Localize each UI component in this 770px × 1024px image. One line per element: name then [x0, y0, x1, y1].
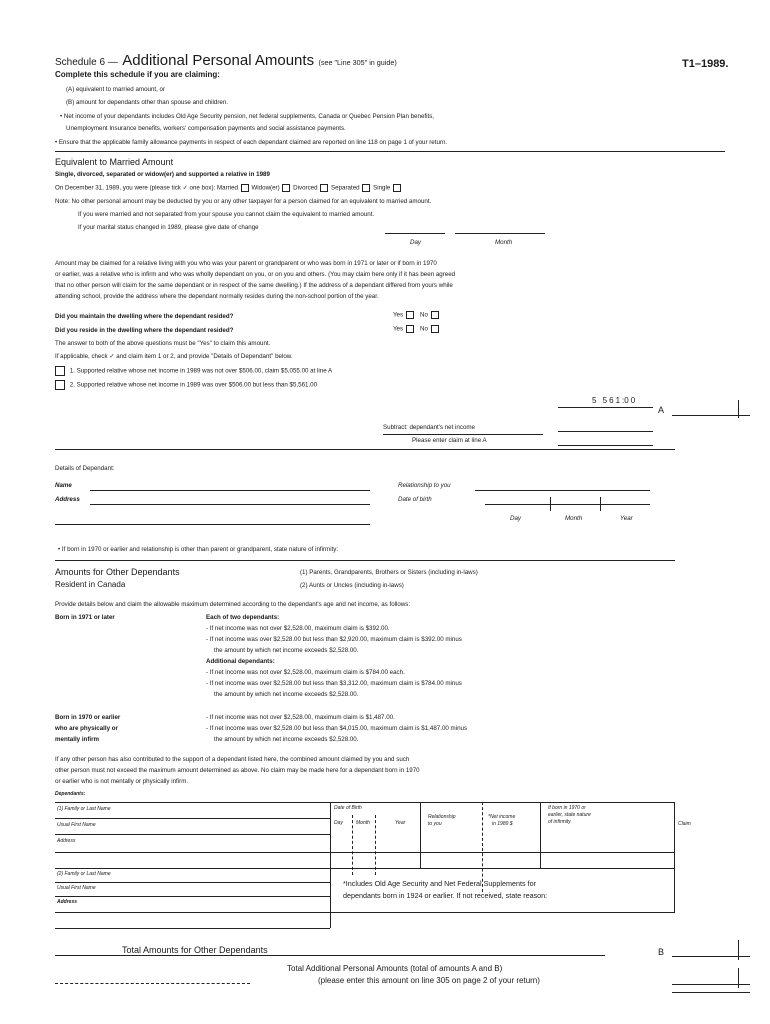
line-a-divider — [738, 400, 739, 418]
q2-answers: Yes No — [393, 325, 440, 333]
born-header-3: of infirmity — [548, 819, 571, 825]
r1-first-label: Usual First Name — [57, 822, 96, 828]
table-rule — [55, 818, 330, 819]
table-col — [375, 815, 376, 875]
dob-day: Day — [510, 515, 522, 522]
rule6b: the amount by which net income exceeds $2,528.00. — [214, 736, 359, 743]
title-note: (see "Line 305" in guide) — [318, 58, 397, 67]
additional-dependants: Additional dependants: — [206, 658, 275, 665]
dashed-rule — [55, 983, 250, 984]
table-col — [674, 802, 675, 912]
r1-address-label: Address — [57, 838, 76, 844]
rule4: - If net income was over $2,528.00 but less than $3,312.00, maximum claim is $784.00 minus — [206, 680, 462, 687]
item2-checkbox[interactable] — [55, 380, 65, 390]
single-checkbox[interactable] — [362, 184, 370, 192]
footnote-2: dependants born in 1924 or earlier. If not received, state reason: — [343, 891, 548, 900]
rule1: - If net income was not over $2,528.00, maximum claim is $392.00. — [206, 625, 390, 632]
net-income-input[interactable] — [558, 422, 653, 432]
day-label: Day — [410, 239, 422, 246]
bullet-icon: • — [58, 546, 61, 553]
each-two: Each of two dependants: — [206, 614, 280, 621]
q1-answers: Yes No — [393, 311, 440, 319]
para1: Amount may be claimed for a relative living with you who was your parent or grandparent or who was born in 1971 or later or if born in 1970 — [55, 260, 437, 267]
dob-year: Year — [620, 515, 633, 522]
combined-1: If any other person has also contributed to the support of a dependant listed here, the combined amount claimed by you and such — [55, 756, 410, 763]
r2-first-label: Usual First Name — [57, 885, 96, 891]
single-label: Single — [373, 184, 391, 192]
total-rule — [55, 955, 605, 956]
enter-claim-label: Please enter claim at line A — [412, 437, 487, 444]
q1: Did you maintain the dwelling where the dependant resided? — [55, 313, 234, 320]
born-1970-3: mentally infirm — [55, 736, 100, 743]
r2-family-label: (2) Family or Last Name — [57, 871, 111, 877]
table-col — [352, 815, 353, 875]
title-main: Additional Personal Amounts — [122, 52, 315, 69]
claim-header: Claim — [678, 821, 691, 827]
name-label: Name — [55, 482, 72, 489]
r1-family-label: (1) Family or Last Name — [57, 806, 111, 812]
net-income-header-1: *Net income — [488, 814, 516, 820]
provide-details: Provide details below and claim the allowable maximum determined according to the dependant's age and net income, as follows: — [55, 601, 411, 608]
q2-no-checkbox[interactable] — [431, 325, 439, 333]
intro-b: (B) amount for dependants other than spouse and children. — [66, 99, 229, 106]
marital-status-row — [55, 184, 402, 192]
other-heading-2: Resident in Canada — [55, 580, 126, 589]
relationship-header-2: to you — [428, 821, 442, 827]
item2-row: 2. Supported relative whose net income in 1989 was over $506.00 but less than $5,561.00 — [55, 380, 317, 390]
rule3: - If net income was not over $2,528.00, maximum claim is $784.00 each. — [206, 669, 405, 676]
change-month-input[interactable] — [455, 224, 545, 234]
item1-checkbox[interactable] — [55, 366, 65, 376]
equivalent-subheading: Single, divorced, separated or widow(er) and supported a relative in 1989 — [55, 171, 270, 178]
equivalent-heading: Equivalent to Married Amount — [55, 157, 174, 167]
family-allowance-note: • Ensure that the applicable family allowance payments in respect of each dependant claimed are reported on line 118 on page 1 of your return. — [55, 139, 448, 146]
separated-checkbox[interactable] — [320, 184, 328, 192]
dependants-label: Dependants: — [55, 791, 86, 797]
complete-if: Complete this schedule if you are claiming: — [55, 70, 220, 79]
combined-3: or earlier who is not mentally or physically infirm. — [55, 778, 189, 785]
category-2: (2) Aunts or Uncles (including in-laws) — [300, 582, 404, 589]
line-b-label: B — [658, 947, 665, 957]
month-header: Month — [356, 820, 370, 826]
form-code: T1–1989. — [682, 58, 729, 70]
rule6: - If net income was over $2,528.00 but less than $4,015.00, maximum claim is $1,487.00 minus — [206, 725, 468, 732]
born-1970-1: Born in 1970 or earlier — [55, 714, 121, 721]
net-income-note: • Net income of your dependants includes Old Age Security pension, net federal supplements, Canada or Quebec Pension Plan benefits, — [60, 113, 435, 120]
schedule-title — [55, 52, 397, 70]
dob-input[interactable] — [485, 495, 650, 505]
change-day-input[interactable] — [385, 224, 445, 234]
separated-label: Separated — [331, 184, 360, 192]
bullet-icon: • — [55, 139, 58, 146]
details-heading: Details of Dependant: — [55, 465, 115, 472]
combined-2: other person must not exceed the maximum amount determined as above. No claim may be made here for a dependant born in 1970 — [55, 767, 420, 774]
double-rule — [672, 992, 750, 993]
subtract-label: Subtract: dependant's net income — [383, 424, 475, 431]
dependant-name-input[interactable] — [90, 481, 370, 491]
table-col — [540, 802, 541, 868]
table-rule — [55, 896, 330, 897]
subtotal-line — [558, 407, 653, 408]
widow-checkbox[interactable] — [393, 184, 401, 192]
table-rule — [55, 852, 675, 853]
line-b-divider — [738, 940, 739, 960]
divider — [55, 560, 675, 561]
table-top-rule — [55, 802, 675, 803]
address-label: Address — [55, 496, 80, 503]
para2: or earlier, was a relative who is infirm and who was wholly dependant on you, or on you and others. (You may claim here only if it has been agreed — [55, 271, 456, 278]
note2: If you were married and not separated from your spouse you cannot claim the equivalent to married amount. — [78, 211, 375, 218]
r2-address-label: Address — [57, 899, 78, 905]
q1-yes-checkbox[interactable] — [406, 311, 414, 319]
dec31-label: On December 31, 1989, you were (please tick ✓ one box): Married — [55, 184, 238, 192]
table-col — [420, 802, 421, 868]
divorced-checkbox[interactable] — [282, 184, 290, 192]
married-checkbox[interactable] — [241, 184, 249, 192]
other-total-label: Total Amounts for Other Dependants — [122, 945, 268, 955]
para4: attending school, provide the address where the dependant normally resides during the non-school portion of the year. — [55, 293, 379, 300]
note3: If your marital status changed in 1989, please give date of change — [78, 224, 259, 231]
divider — [55, 151, 725, 152]
dob-divider — [550, 497, 551, 511]
title-prefix: Schedule 6 — — [55, 57, 118, 68]
day-header: Day — [334, 820, 343, 826]
table-rule — [55, 882, 330, 883]
other-heading-1: Amounts for Other Dependants — [55, 567, 180, 577]
subtract-underline — [383, 434, 543, 435]
table-rule — [55, 868, 675, 869]
grand-total-2: (please enter this amount on line 305 on page 2 of your return) — [318, 976, 540, 985]
rule5: - If net income was not over $2,528.00, maximum claim is $1,487.00. — [206, 714, 395, 721]
para3: that no other person will claim for the same dependant or in respect of the same dwelling.) If the address of a dependant differed from yours while — [55, 282, 453, 289]
item1-row: 1. Supported relative whose net income in 1989 was not over $506.00, claim $5,055.00 at line A — [55, 366, 332, 376]
year-header: Year — [395, 820, 406, 826]
table-col — [330, 802, 331, 928]
grand-total-divider — [738, 968, 739, 988]
widow-label: Widow(er) — [251, 184, 280, 192]
dependant-address-input-2[interactable] — [55, 515, 370, 525]
grand-total-1: Total Additional Personal Amounts (total of amounts A and B) — [287, 964, 503, 973]
infirmity-note: • If born in 1970 or earlier and relationship is other than parent or grandparent, state nature of infirmity: — [58, 546, 339, 553]
q2: Did you reside in the dwelling where the dependant resided? — [55, 327, 234, 334]
rule4b: the amount by which net income exceeds $2,528.00. — [214, 691, 359, 698]
relationship-header-1: Relationship — [428, 814, 456, 820]
table-rule — [55, 834, 330, 835]
month-label: Month — [495, 239, 513, 246]
dob-month: Month — [565, 515, 583, 522]
born-1971: Born in 1971 or later — [55, 614, 115, 621]
dob-label: Date of birth — [398, 496, 432, 503]
dob-header: Date of Birth — [334, 805, 362, 811]
bullet-icon: • — [60, 113, 63, 120]
divorced-label: Divorced — [293, 184, 318, 192]
born-1970-2: who are physically or — [55, 725, 118, 732]
category-1: (1) Parents, Grandparents, Brothers or Sisters (including in-laws) — [300, 569, 478, 576]
applicable-note: If applicable, check ✓ and claim item 1 or 2, and provide "Details of Dependant" below. — [55, 353, 293, 360]
q1-no-checkbox[interactable] — [431, 311, 439, 319]
answer-note: The answer to both of the above questions must be "Yes" to claim this amount. — [55, 340, 271, 347]
line-a-label: A — [658, 405, 665, 415]
note1: Note: No other personal amount may be deducted by you or any other taxpayer for a person claimed for an equivalent to married amount. — [55, 198, 432, 205]
amount-5561: 5 561:00 — [592, 396, 638, 405]
dependant-address-input[interactable] — [90, 495, 370, 505]
table-rule — [55, 928, 330, 929]
born-header-2: earlier, state nature — [548, 812, 591, 818]
relationship-label: Relationship to you — [398, 482, 451, 489]
rule2b: the amount by which net income exceeds $2,528.00. — [214, 647, 359, 654]
divider — [55, 449, 675, 450]
footnote-1: *Includes Old Age Security and Net Federal Supplements for — [343, 879, 536, 888]
intro-a: (A) equivalent to married amount, or — [66, 86, 166, 93]
born-header-1: If born in 1970 or — [548, 805, 586, 811]
relationship-input[interactable] — [475, 481, 650, 491]
net-income-note-2: Unemployment Insurance benefits, workers' compensation payments and social assistance payments. — [66, 125, 346, 132]
rule2: - If net income was over $2,528.00 but less than $2,920.00, maximum claim is $392.00 minus — [206, 636, 462, 643]
claim-input[interactable] — [558, 436, 653, 446]
net-income-header-2: in 1989 $ — [492, 821, 513, 827]
q2-yes-checkbox[interactable] — [406, 325, 414, 333]
dob-divider — [600, 497, 601, 511]
table-bottom-rule — [55, 912, 675, 913]
